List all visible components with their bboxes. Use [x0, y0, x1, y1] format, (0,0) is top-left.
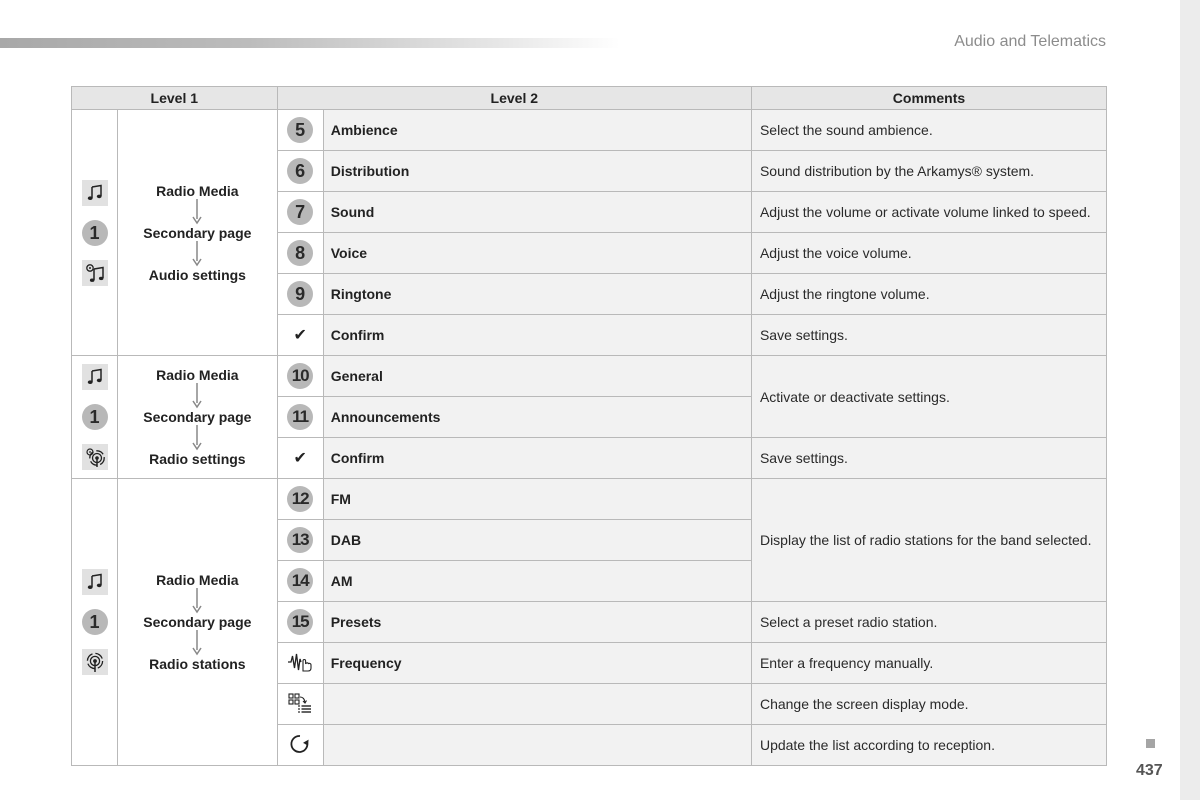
number-badge: 13: [287, 527, 313, 553]
level2-label: Confirm: [323, 438, 751, 479]
number-badge: 15: [287, 609, 313, 635]
column-header-level1: Level 1: [72, 87, 278, 110]
radio-icon: [82, 649, 108, 675]
menu-table: [71, 86, 1107, 766]
table-row: [72, 479, 1107, 520]
path-step: Audio settings: [148, 266, 246, 283]
audio-settings-icon: [82, 260, 108, 286]
comment: Adjust the volume or activate volume linked to speed.: [751, 192, 1106, 233]
step-badge: 1: [82, 609, 108, 635]
level2-label: [323, 684, 751, 725]
comment: Adjust the voice volume.: [751, 233, 1106, 274]
table-row: [72, 110, 1107, 151]
level1-icons-radio-settings: [72, 356, 118, 479]
comment: Activate or deactivate settings.: [751, 356, 1106, 438]
down-arrow-icon: [192, 588, 202, 614]
page-number: 437: [1136, 762, 1163, 779]
down-arrow-icon: [192, 425, 202, 451]
page-marker: [1146, 739, 1155, 748]
level2-label: Distribution: [323, 151, 751, 192]
number-badge: 7: [287, 199, 313, 225]
number-badge: 9: [287, 281, 313, 307]
number-badge: 5: [287, 117, 313, 143]
refresh-icon: [288, 743, 312, 759]
table-header-row: [72, 87, 1107, 110]
level1-icons-audio: [72, 110, 118, 356]
comment: Enter a frequency manually.: [751, 643, 1106, 684]
level2-label: Confirm: [323, 315, 751, 356]
number-badge: 11: [287, 404, 313, 430]
level2-label: Frequency: [323, 643, 751, 684]
section-title: Audio and Telematics: [954, 33, 1106, 50]
column-header-comments: Comments: [751, 87, 1106, 110]
path-step: Secondary page: [143, 224, 252, 241]
comment: Update the list according to reception.: [751, 725, 1106, 766]
level2-label: Ringtone: [323, 274, 751, 315]
step-badge: 1: [82, 220, 108, 246]
level1-path-audio: [118, 110, 277, 356]
step-badge: 1: [82, 404, 108, 430]
number-badge: 6: [287, 158, 313, 184]
level2-label: Sound: [323, 192, 751, 233]
path-step: Radio Media: [156, 367, 239, 383]
level2-label: FM: [323, 479, 751, 520]
music-note-icon: [82, 180, 108, 206]
frequency-icon: [287, 660, 313, 676]
path-step: Radio Media: [156, 572, 239, 588]
table-row: [72, 356, 1107, 397]
number-badge: 8: [287, 240, 313, 266]
header-decorative-bar: [0, 38, 620, 48]
down-arrow-icon: [192, 630, 202, 656]
path-step: Secondary page: [143, 409, 252, 425]
page-edge-bar: [1180, 0, 1200, 800]
comment: Save settings.: [751, 315, 1106, 356]
number-badge: 14: [287, 568, 313, 594]
comment: Display the list of radio stations for the band selected.: [751, 479, 1106, 602]
level2-label: AM: [323, 561, 751, 602]
level1-icons-radio-stations: [72, 479, 118, 766]
level2-label: Announcements: [323, 397, 751, 438]
level2-label: Presets: [323, 602, 751, 643]
level2-label: Ambience: [323, 110, 751, 151]
column-header-level2: Level 2: [277, 87, 751, 110]
path-step: Radio Media: [156, 182, 239, 199]
music-note-icon: [82, 569, 108, 595]
level1-path-radio-stations: [118, 479, 277, 766]
down-arrow-icon: [192, 241, 202, 267]
checkmark-icon: ✔: [293, 327, 307, 344]
level2-label: General: [323, 356, 751, 397]
level2-label: Voice: [323, 233, 751, 274]
checkmark-icon: ✔: [293, 450, 307, 467]
down-arrow-icon: [192, 383, 202, 409]
level1-path-radio-settings: [118, 356, 277, 479]
path-step: Radio stations: [149, 656, 246, 672]
comment: Select the sound ambience.: [751, 110, 1106, 151]
level2-label: DAB: [323, 520, 751, 561]
path-step: Secondary page: [143, 614, 252, 630]
path-step: Radio settings: [149, 451, 246, 467]
comment: Change the screen display mode.: [751, 684, 1106, 725]
display-mode-icon: [287, 701, 313, 717]
number-badge: 10: [287, 363, 313, 389]
comment: Save settings.: [751, 438, 1106, 479]
down-arrow-icon: [192, 199, 202, 225]
comment: Adjust the ringtone volume.: [751, 274, 1106, 315]
music-note-icon: [82, 364, 108, 390]
radio-settings-icon: [82, 444, 108, 470]
number-badge: 12: [287, 486, 313, 512]
level2-label: [323, 725, 751, 766]
comment: Select a preset radio station.: [751, 602, 1106, 643]
comment: Sound distribution by the Arkamys® system.: [751, 151, 1106, 192]
